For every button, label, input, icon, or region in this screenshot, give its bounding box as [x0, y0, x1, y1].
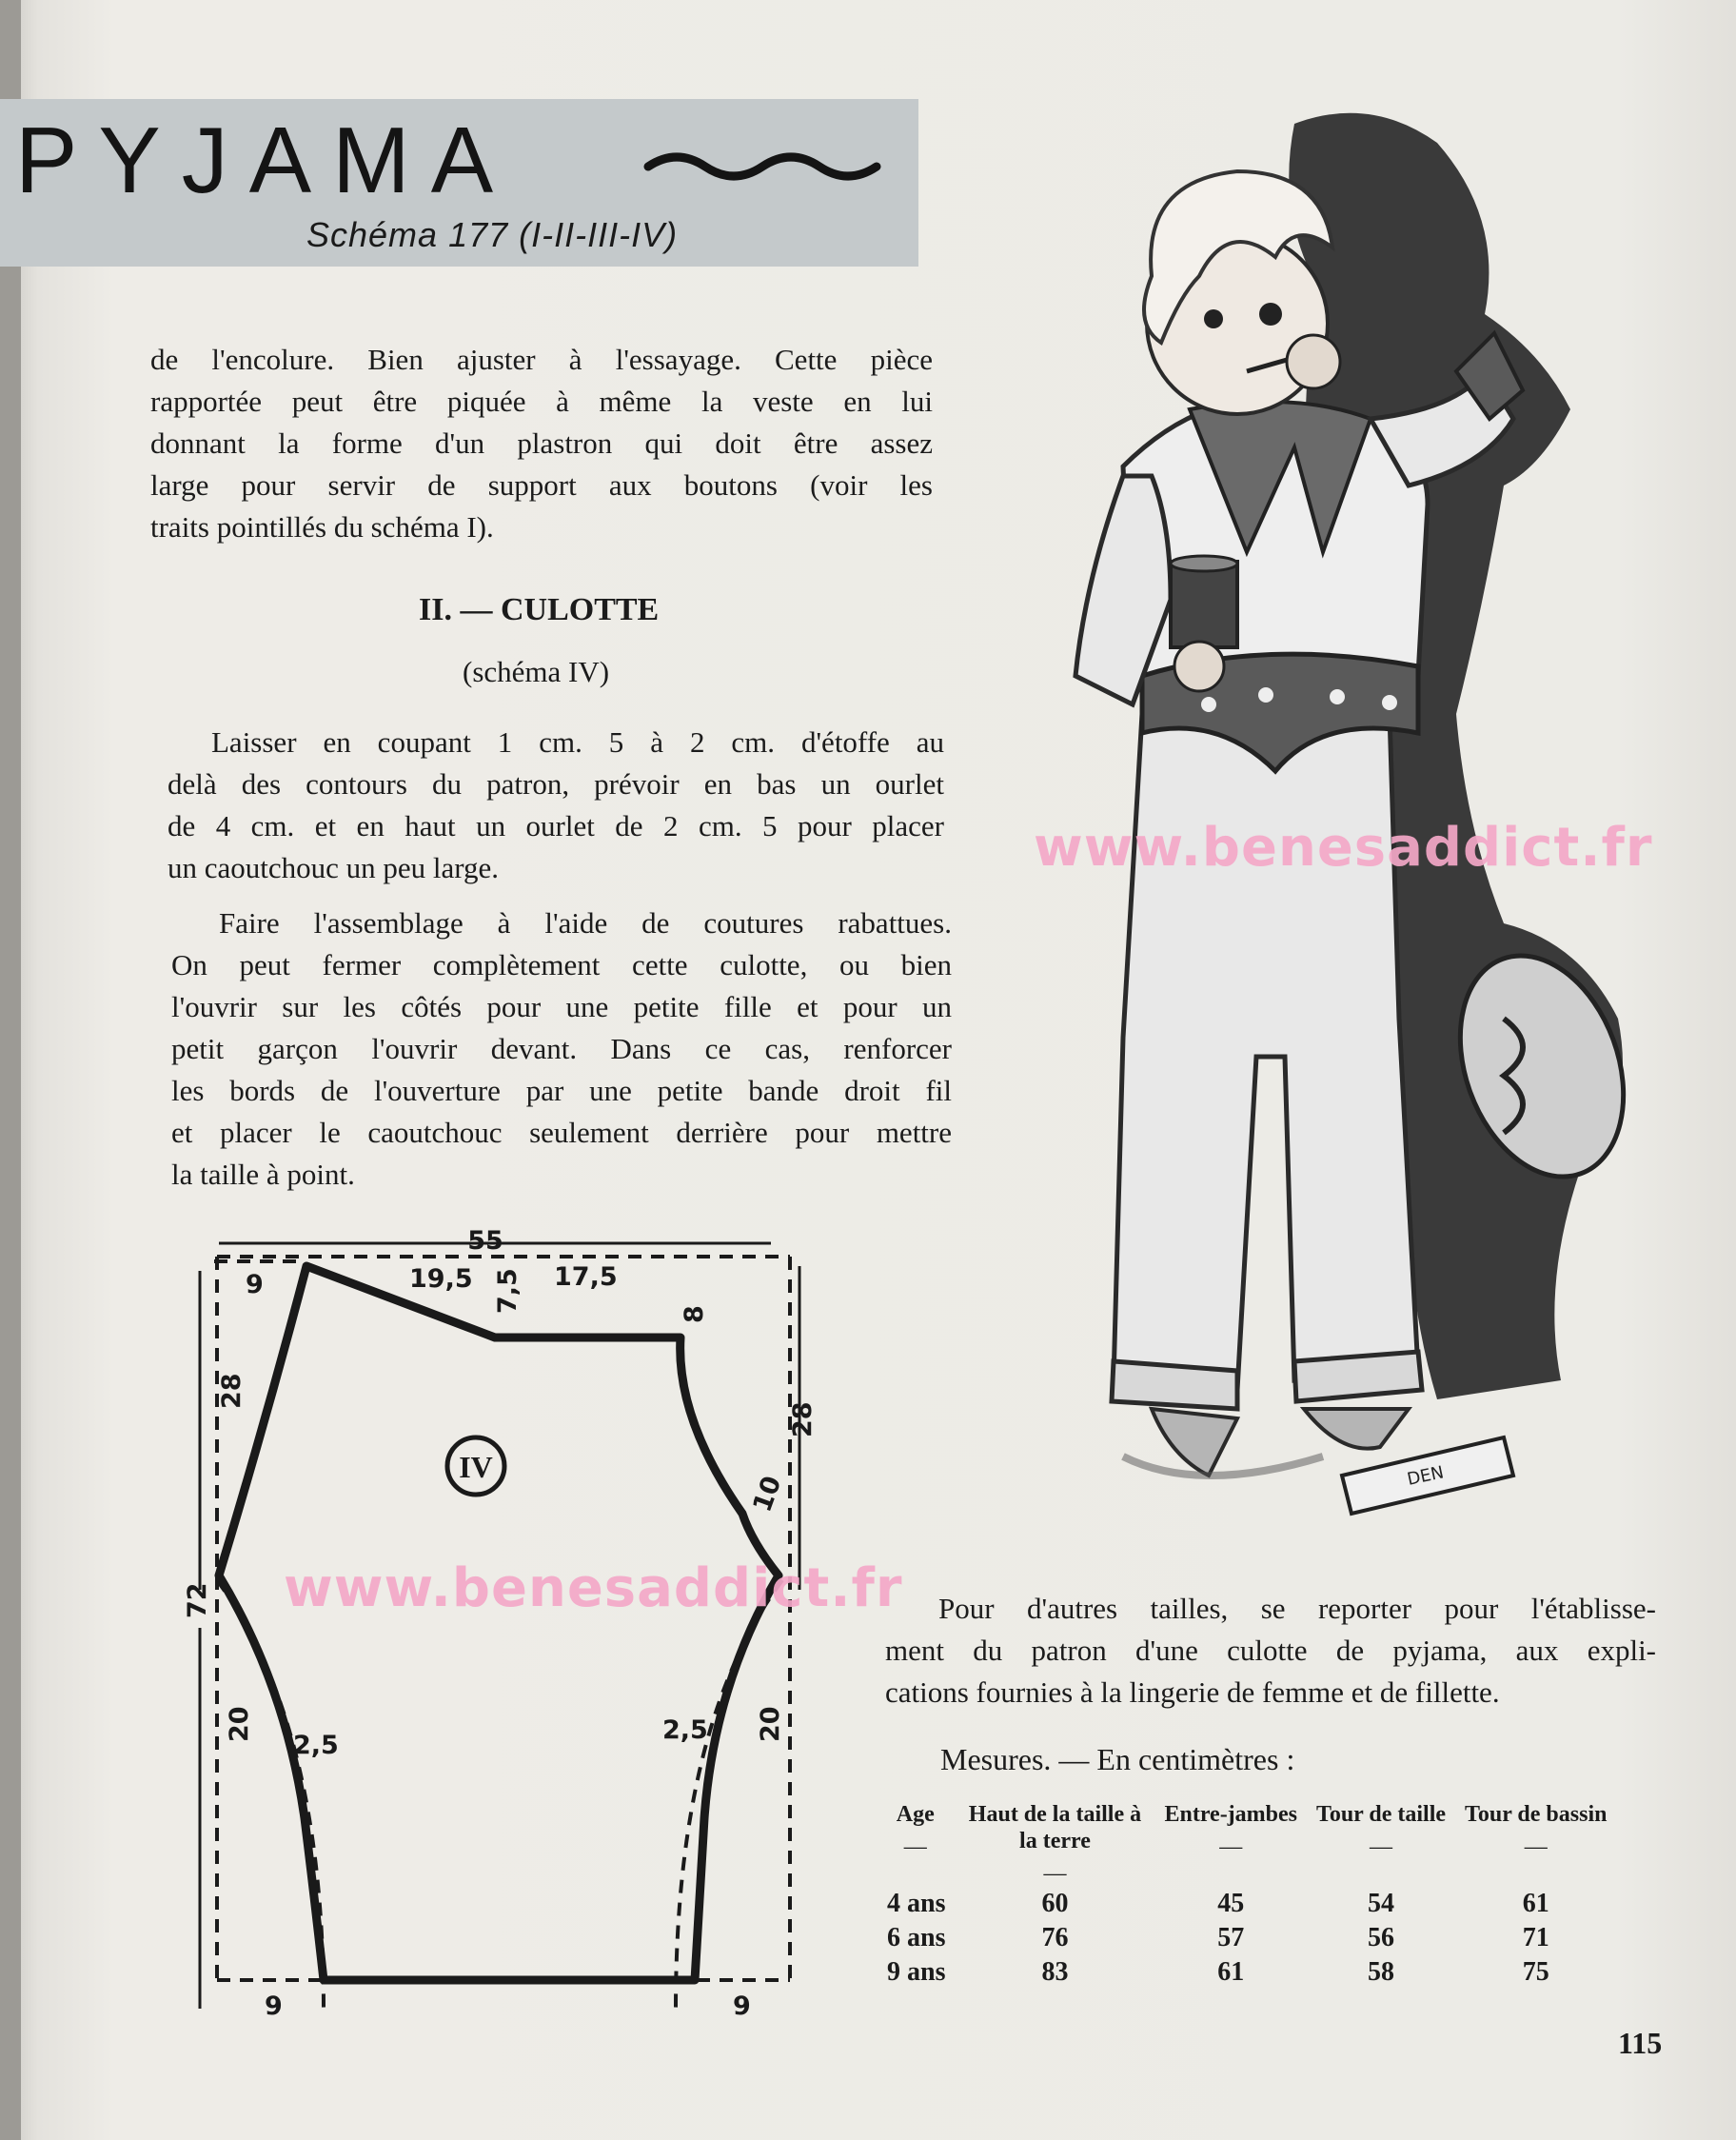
text-line: de l'encolure. Bien ajuster à l'essayage. Cette pièce: [150, 343, 933, 376]
dim-right-side: 28: [788, 1401, 818, 1437]
dim-right-lower: 20: [756, 1706, 785, 1742]
schema-reference: Schéma 177 (I-II-III-IV): [306, 215, 679, 254]
page-spine-shadow: [0, 0, 21, 2140]
table-row: [876, 1955, 1616, 1990]
dim-bottom-right: 9: [733, 1991, 751, 2021]
table-cell: 61: [1522, 1889, 1549, 1918]
text-line: Faire l'assemblage à l'aide de coutures rabattues.: [219, 906, 952, 940]
table-header-row: [876, 1801, 1616, 1887]
page-number: 115: [1618, 2026, 1663, 2060]
illustration-signature: DEN: [1405, 1462, 1446, 1490]
table-cell: 83: [1041, 1957, 1069, 1987]
text-line: Pour d'autres tailles, se reporter pour l'établisse-: [938, 1592, 1656, 1625]
table-cell: 4 ans: [887, 1889, 946, 1918]
text-line: ment du patron d'une culotte de pyjama, aux expli-: [885, 1634, 1656, 1667]
table-row: [876, 1921, 1616, 1955]
text-line: cations fournies à la lingerie de femme et de fillette.: [885, 1675, 1500, 1709]
section-heading: II. — CULOTTE: [419, 592, 660, 627]
measures-title: Mesures. — En centimètres :: [940, 1742, 1295, 1776]
title-wave-decoration: [643, 143, 881, 181]
text-line: un caoutchouc un peu large.: [168, 851, 500, 884]
text-line: les bords de l'ouverture par une petite bande droit fil: [171, 1074, 952, 1107]
column-header: Tour de taille —: [1316, 1802, 1447, 1859]
text-line: petit garçon l'ouvrir devant. Dans ce cas, renforcer: [171, 1032, 952, 1065]
dim-bottom-left: 9: [265, 1991, 283, 2021]
text-line: donnant la forme d'un plastron qui doit être assez: [150, 426, 933, 460]
table-cell: 9 ans: [887, 1957, 946, 1987]
section-subheading: (schéma IV): [463, 655, 610, 688]
text-line: delà des contours du patron, prévoir en bas un ourlet: [168, 767, 944, 801]
text-line: On peut fermer complètement cette culotte, ou bien: [171, 948, 952, 981]
dim-depth: 7,5: [493, 1268, 523, 1314]
table-row: [876, 1887, 1616, 1921]
dim-left-top: 9: [246, 1270, 264, 1299]
text-line: la taille à point.: [171, 1158, 355, 1191]
column-header: Haut de la taille à la terre —: [968, 1802, 1142, 1886]
intro-paragraph: [150, 339, 933, 548]
column-header: Entre-jambes —: [1164, 1802, 1298, 1859]
dim-left-offset: 2,5: [293, 1731, 339, 1760]
text-line: large pour servir de support aux boutons (voir les: [150, 468, 933, 502]
text-line: de 4 cm. et en haut un ourlet de 2 cm. 5 pour placer: [168, 809, 944, 842]
table-cell: 75: [1522, 1957, 1549, 1987]
text-line: l'ouvrir sur les côtés pour une petite fille et pour un: [171, 990, 952, 1023]
text-line: rapportée peut être piquée à même la veste en lui: [150, 385, 933, 418]
watermark-top: www.benesaddict.fr: [1034, 817, 1653, 879]
dim-crotch: 10: [747, 1472, 788, 1516]
measures-table: [876, 1801, 1616, 1990]
dim-seg1: 19,5: [409, 1264, 473, 1294]
pattern-diagram-iv: [181, 1226, 818, 2056]
cutting-paragraph: [168, 722, 944, 889]
page-title: PYJAMA: [15, 108, 515, 212]
dim-left-side: 28: [217, 1373, 247, 1409]
other-sizes-paragraph: [885, 1588, 1656, 1714]
dim-total-length: 72: [183, 1582, 212, 1618]
table-cell: 61: [1217, 1957, 1245, 1987]
column-header: Age —: [896, 1802, 935, 1859]
text-line: et placer le caoutchouc seulement derrière pour mettre: [171, 1116, 952, 1149]
table-cell: 54: [1368, 1889, 1395, 1918]
watermark-bottom: www.benesaddict.fr: [284, 1557, 903, 1619]
dim-right-drop: 8: [680, 1305, 709, 1323]
table-cell: 57: [1217, 1923, 1245, 1952]
table-cell: 58: [1368, 1957, 1395, 1987]
dim-width-top: 55: [467, 1226, 503, 1256]
table-cell: 45: [1217, 1889, 1245, 1918]
column-header: Tour de bassin —: [1465, 1802, 1608, 1859]
table-cell: 71: [1522, 1923, 1549, 1952]
pattern-piece-label: IV: [459, 1450, 493, 1484]
dim-seg2: 17,5: [554, 1262, 618, 1292]
table-cell: 76: [1041, 1923, 1069, 1952]
table-cell: 6 ans: [887, 1923, 946, 1952]
dim-right-offset: 2,5: [662, 1715, 708, 1745]
text-line: Laisser en coupant 1 cm. 5 à 2 cm. d'étoffe au: [211, 725, 944, 759]
text-line: traits pointillés du schéma I).: [150, 510, 494, 544]
dim-left-lower: 20: [225, 1706, 254, 1742]
assembly-paragraph: [171, 902, 952, 1196]
table-cell: 60: [1041, 1889, 1069, 1918]
table-cell: 56: [1368, 1923, 1395, 1952]
